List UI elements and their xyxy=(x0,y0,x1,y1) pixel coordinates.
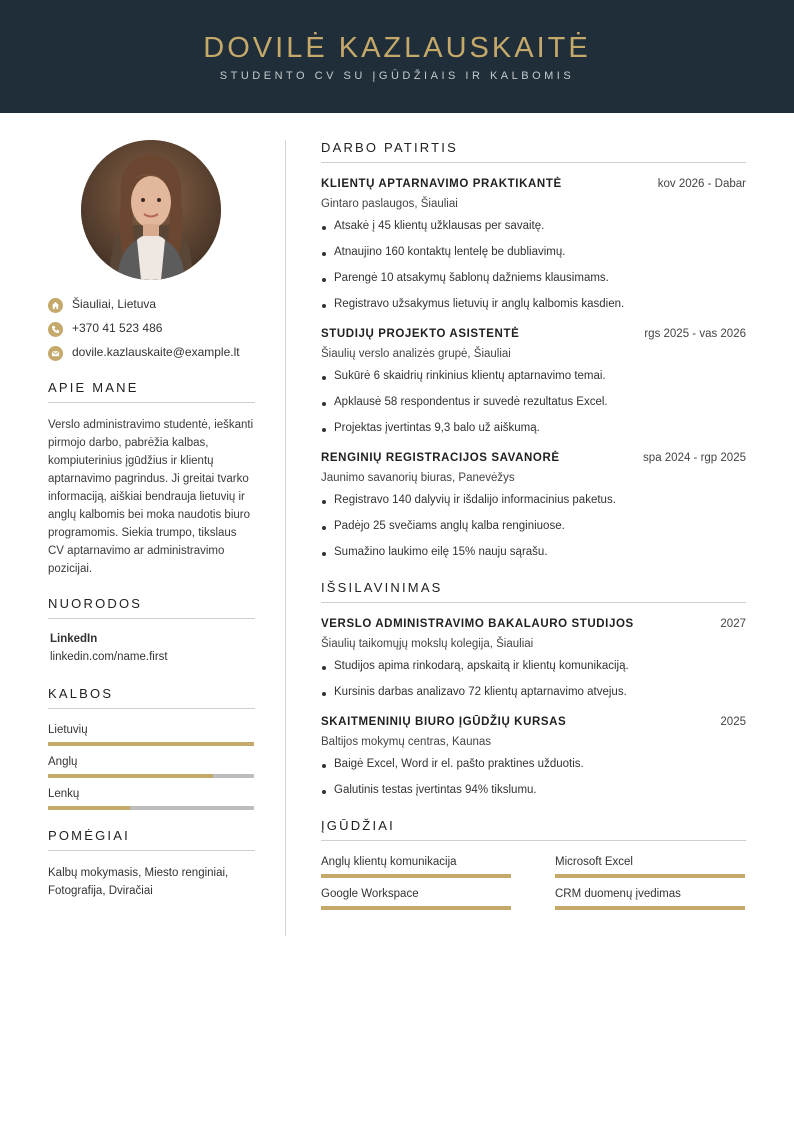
bullet-dot xyxy=(322,500,326,504)
bullet-dot xyxy=(322,666,326,670)
cv-subtitle: STUDENTO CV SU ĮGŪDŽIAIS IR KALBOMIS xyxy=(219,70,575,82)
skill-name: Google Workspace xyxy=(321,888,419,900)
bullet-text: Sumažino laukimo eilę 15% nauju sąrašu. xyxy=(334,546,548,558)
bullet-dot xyxy=(322,402,326,406)
bullet-text: Registravo užsakymus lietuvių ir anglų kalbomis kasdien. xyxy=(334,298,625,310)
bullet-dot xyxy=(322,428,326,432)
bullet-text: Galutinis testas įvertintas 94% tikslumu. xyxy=(334,784,537,796)
bullet-text: Atnaujino 160 kontaktų lentelę be dubliavimų. xyxy=(334,246,566,258)
bullet-dot xyxy=(322,304,326,308)
bullet-text: Baigė Excel, Word ir el. pašto praktines užduotis. xyxy=(334,758,584,770)
job-date: kov 2026 - Dabar xyxy=(657,178,746,190)
job-date: spa 2024 - rgp 2025 xyxy=(643,452,746,464)
bullet-text: Apklausė 58 respondentus ir suvedė rezultatus Excel. xyxy=(334,396,608,408)
about-text: Verslo administravimo studentė, ieškanti pirmojo darbo, pabrėžia kalbas, kompiuterinius įgūdžius ir klientų aptarnavimo pagrindus. Ji greitai tvarko informaciją, aiškiai bendrauja lietuvių ir anglų kalbomis bei moka naudotis biuro programomis. Siekia trumpo, tikslaus CV aptarnavimo ar administravimo pozicijai. xyxy=(48,419,254,575)
education-institution: Baltijos mokymų centras, Kaunas xyxy=(321,736,492,748)
skill-bar xyxy=(321,874,511,878)
language-level-bar xyxy=(48,742,254,746)
bullet-text: Sukūrė 6 skaidrių rinkinius klientų aptarnavimo temai. xyxy=(334,370,606,382)
education-title: VERSLO ADMINISTRAVIMO BAKALAURO STUDIJOS xyxy=(321,618,634,630)
bullet-dot xyxy=(322,526,326,530)
bullet-dot xyxy=(322,376,326,380)
education-institution: Šiaulių taikomųjų mokslų kolegija, Šiauliai xyxy=(321,638,534,650)
links-heading: NUORODOS xyxy=(48,596,255,619)
languages-heading: KALBOS xyxy=(48,686,255,709)
bullet-text: Padėjo 25 svečiams anglų kalba renginiuose. xyxy=(334,520,565,532)
language-name: Lietuvių xyxy=(48,724,88,736)
mail-icon xyxy=(48,346,63,361)
linkedin-label: LinkedIn xyxy=(50,633,98,645)
bullet-dot xyxy=(322,552,326,556)
language-name: Anglų xyxy=(48,756,78,768)
language-level-bar xyxy=(48,806,254,810)
education-date: 2027 xyxy=(720,618,746,630)
header-banner xyxy=(0,0,794,113)
column-divider xyxy=(285,140,286,936)
skill-name: CRM duomenų įvedimas xyxy=(555,888,681,900)
contact-phone: +370 41 523 486 xyxy=(48,321,255,337)
home-icon xyxy=(48,298,63,313)
person-name: DOVILĖ KAZLAUSKAITĖ xyxy=(203,32,591,64)
about-heading: APIE MANE xyxy=(48,380,255,403)
job-organization: Jaunimo savanorių biuras, Panevėžys xyxy=(321,472,515,484)
bullet-text: Registravo 140 dalyvių ir išdalijo informacinius paketus. xyxy=(334,494,616,506)
skill-name: Microsoft Excel xyxy=(555,856,633,868)
skills-heading: ĮGŪDŽIAI xyxy=(321,818,746,841)
hobbies-heading: POMĖGIAI xyxy=(48,828,255,851)
skill-bar xyxy=(555,874,745,878)
job-organization: Šiaulių verslo analizės grupė, Šiauliai xyxy=(321,348,511,360)
experience-heading: DARBO PATIRTIS xyxy=(321,140,746,163)
job-organization: Gintaro paslaugos, Šiauliai xyxy=(321,198,458,210)
skill-bar xyxy=(555,906,745,910)
education-date: 2025 xyxy=(720,716,746,728)
language-level-bar xyxy=(48,774,254,778)
bullet-text: Atsakė į 45 klientų užklausas per savaitę. xyxy=(334,220,545,232)
bullet-text: Parengė 10 atsakymų šablonų dažniems klausimams. xyxy=(334,272,609,284)
profile-photo xyxy=(81,140,221,280)
contact-location: Šiauliai, Lietuva xyxy=(48,297,255,313)
hobbies-text: Kalbų mokymasis, Miesto renginiai, Fotografija, Dviračiai xyxy=(48,867,229,897)
skill-bar xyxy=(321,906,511,910)
job-title: KLIENTŲ APTARNAVIMO PRAKTIKANTĖ xyxy=(321,178,562,190)
linkedin-link[interactable]: linkedin.com/name.first xyxy=(50,651,168,663)
bullet-text: Studijos apima rinkodarą, apskaitą ir klientų komunikaciją. xyxy=(334,660,629,672)
job-date: rgs 2025 - vas 2026 xyxy=(644,328,746,340)
bullet-dot xyxy=(322,790,326,794)
bullet-dot xyxy=(322,252,326,256)
bullet-text: Projektas įvertintas 9,3 balo už aiškumą. xyxy=(334,422,540,434)
contact-email: dovile.kazlauskaite@example.lt xyxy=(48,345,255,361)
phone-icon xyxy=(48,322,63,337)
language-level-fill xyxy=(48,742,254,746)
language-level-fill xyxy=(48,806,130,810)
education-heading: IŠSILAVINIMAS xyxy=(321,580,746,603)
bullet-dot xyxy=(322,692,326,696)
language-level-fill xyxy=(48,774,213,778)
job-title: STUDIJŲ PROJEKTO ASISTENTĖ xyxy=(321,328,520,340)
language-name: Lenkų xyxy=(48,788,80,800)
skill-name: Anglų klientų komunikacija xyxy=(321,856,457,868)
bullet-dot xyxy=(322,764,326,768)
education-title: SKAITMENINIŲ BIURO ĮGŪDŽIŲ KURSAS xyxy=(321,716,567,728)
bullet-dot xyxy=(322,226,326,230)
bullet-text: Kursinis darbas analizavo 72 klientų aptarnavimo atvejus. xyxy=(334,686,627,698)
bullet-dot xyxy=(322,278,326,282)
job-title: RENGINIŲ REGISTRACIJOS SAVANORĖ xyxy=(321,452,560,464)
